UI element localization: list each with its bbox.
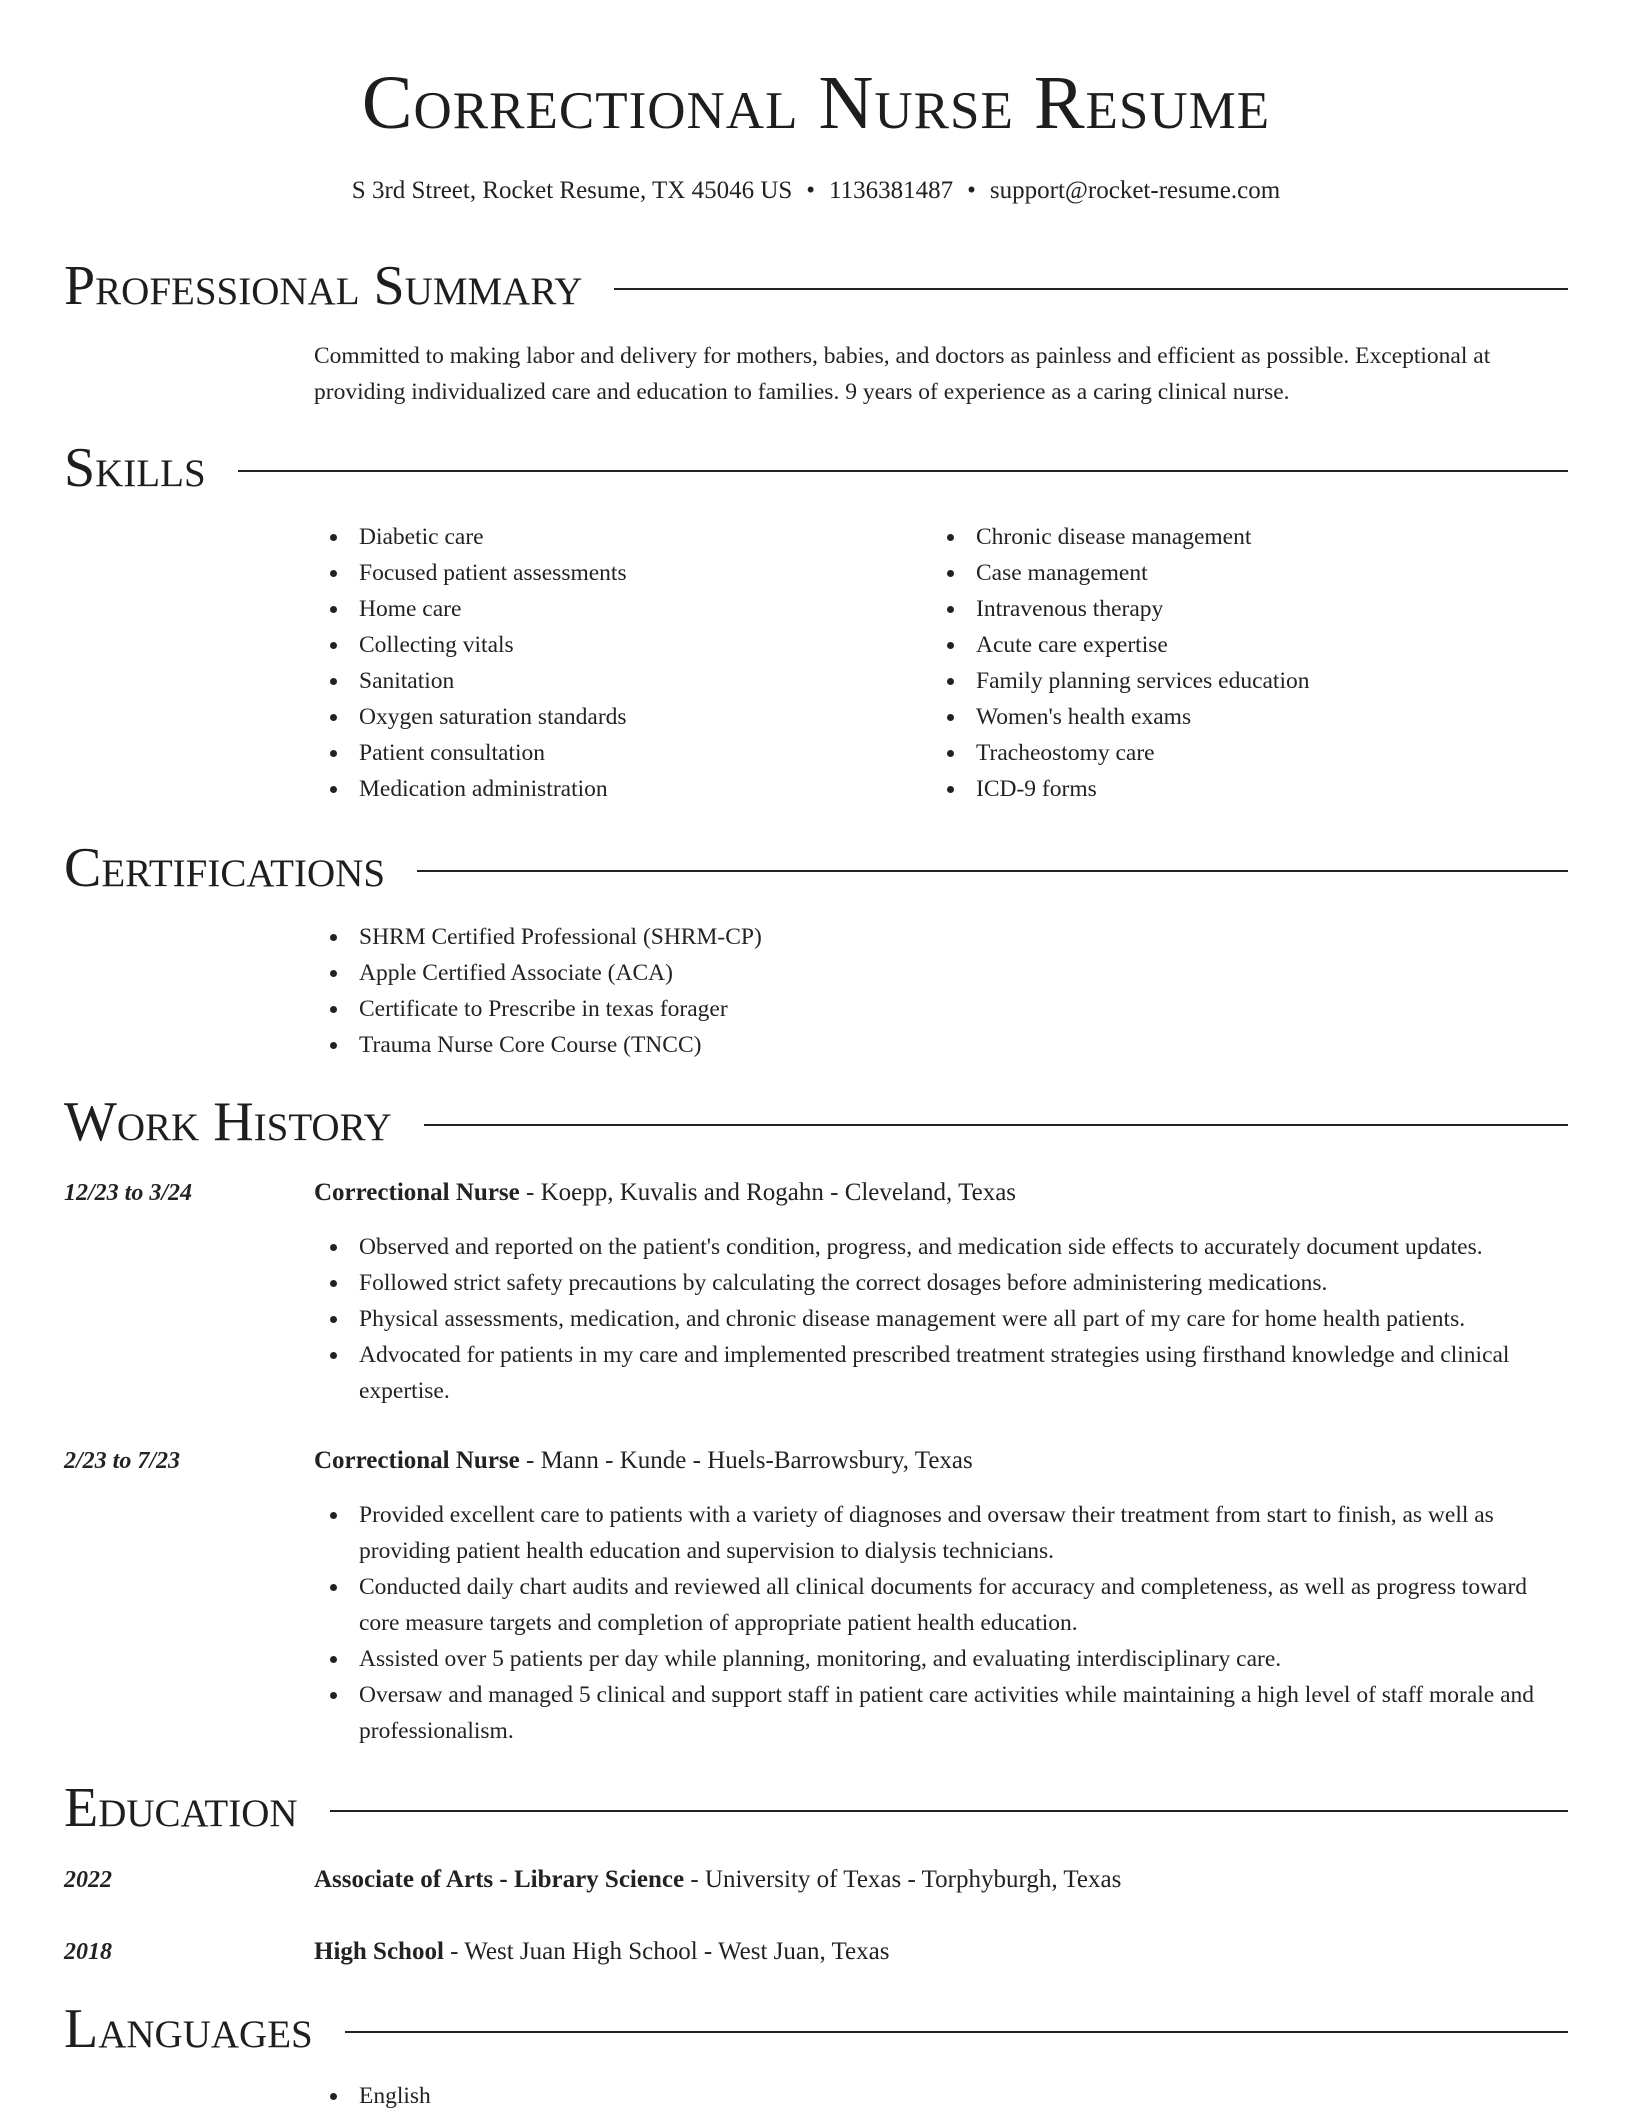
section-divider — [424, 1124, 1568, 1126]
list-item: Patient consultation — [314, 735, 914, 771]
skills-right-column — [931, 519, 1531, 807]
list-item: Observed and reported on the patient's condition, progress, and medication side effects to accurately document updates. — [314, 1229, 1568, 1265]
section-divider — [238, 470, 1568, 472]
job-title: Correctional Nurse — [314, 1179, 520, 1206]
job-date: 12/23 to 3/24 — [64, 1180, 193, 1206]
job-heading — [314, 1175, 1568, 1211]
summary-text: Committed to making labor and delivery for mothers, babies, and doctors as painless and efficient as possible. Exceptional at providing individualized care and education to families. 9 years of experience as a caring clinical nurse. — [314, 343, 1491, 405]
education-entry — [314, 1862, 1568, 1898]
education-details: - University of Texas - Torphyburgh, Texas — [684, 1866, 1122, 1893]
skills-list-left — [314, 519, 914, 807]
section-divider — [614, 288, 1568, 290]
section-divider — [330, 1810, 1568, 1812]
section-divider — [417, 870, 1568, 872]
list-item: Acute care expertise — [931, 627, 1531, 663]
section-title: Certifications — [64, 837, 386, 899]
job-title: Correctional Nurse — [314, 1447, 520, 1474]
list-item: Trauma Nurse Core Course (TNCC) — [314, 1027, 1568, 1063]
section-skills-heading — [64, 436, 1568, 500]
list-item: ICD-9 forms — [931, 771, 1531, 807]
list-item: Apple Certified Associate (ACA) — [314, 955, 1568, 991]
education-degree: High School — [314, 1938, 444, 1965]
section-title: Skills — [64, 437, 206, 499]
list-item: Provided excellent care to patients with a variety of diagnoses and oversaw their treatment from start to finish, as well as providing patient health education and supervision to dialysis technicians. — [314, 1497, 1568, 1569]
list-item: Tracheostomy care — [931, 735, 1531, 771]
list-item: Followed strict safety precautions by calculating the correct dosages before administering medications. — [314, 1265, 1568, 1301]
section-title: Work History — [64, 1091, 392, 1153]
languages-list — [314, 2078, 1568, 2114]
resume-title: Correctional Nurse Resume — [361, 61, 1271, 145]
list-item: Women's health exams — [931, 699, 1531, 735]
list-item: SHRM Certified Professional (SHRM-CP) — [314, 919, 1568, 955]
section-certifications-heading — [64, 836, 1568, 900]
job-duties-list — [314, 1497, 1568, 1749]
education-entry — [314, 1934, 1568, 1970]
section-title: Languages — [64, 1998, 313, 2060]
section-education-heading — [64, 1776, 1568, 1840]
list-item: Certificate to Prescribe in texas forager — [314, 991, 1568, 1027]
job-bullets — [314, 1497, 1568, 1749]
contact-separator: • — [967, 177, 976, 204]
education-date: 2022 — [64, 1867, 112, 1893]
list-item: Conducted daily chart audits and reviewed all clinical documents for accuracy and completeness, as well as progress toward core measure targets and completion of appropriate patient health education. — [314, 1569, 1568, 1641]
job-bullets — [314, 1229, 1568, 1409]
education-details: - West Juan High School - West Juan, Texas — [443, 1938, 890, 1965]
job-heading — [314, 1443, 1568, 1479]
list-item: Oversaw and managed 5 clinical and support staff in patient care activities while maintaining a high level of staff morale and professionalism. — [314, 1677, 1568, 1749]
list-item: Advocated for patients in my care and implemented prescribed treatment strategies using firsthand knowledge and clinical expertise. — [314, 1337, 1568, 1409]
languages-body — [314, 2078, 1568, 2114]
list-item: Family planning services education — [931, 663, 1531, 699]
list-item: Home care — [314, 591, 914, 627]
list-item: Chronic disease management — [931, 519, 1531, 555]
section-work-heading — [64, 1090, 1568, 1154]
list-item: Assisted over 5 patients per day while planning, monitoring, and evaluating interdisciplinary care. — [314, 1641, 1568, 1677]
contact-phone: 1136381487 — [829, 177, 954, 204]
skills-left-column — [314, 519, 914, 807]
list-item: Physical assessments, medication, and chronic disease management were all part of my care for home health patients. — [314, 1301, 1568, 1337]
skills-list-right — [931, 519, 1531, 807]
contact-email: support@rocket-resume.com — [989, 177, 1281, 204]
education-date: 2018 — [64, 1939, 112, 1965]
list-item: Case management — [931, 555, 1531, 591]
section-languages-heading — [64, 1997, 1568, 2061]
list-item: English — [314, 2078, 1568, 2114]
contact-separator: • — [806, 177, 816, 204]
list-item: Collecting vitals — [314, 627, 914, 663]
section-summary-heading — [64, 254, 1568, 318]
list-item: Diabetic care — [314, 519, 914, 555]
section-title: Education — [64, 1777, 298, 1839]
list-item: Oxygen saturation standards — [314, 699, 914, 735]
job-details: - Mann - Kunde - Huels-Barrowsbury, Texas — [519, 1447, 973, 1474]
job-duties-list — [314, 1229, 1568, 1409]
certifications-list — [314, 919, 1568, 1063]
list-item: Focused patient assessments — [314, 555, 914, 591]
contact-address: S 3rd Street, Rocket Resume, TX 45046 US — [351, 177, 793, 204]
section-divider — [345, 2031, 1568, 2033]
list-item: Intravenous therapy — [931, 591, 1531, 627]
section-title: Professional Summary — [64, 255, 583, 317]
certifications-body — [314, 919, 1568, 1063]
job-details: - Koepp, Kuvalis and Rogahn - Cleveland, Texas — [519, 1179, 1017, 1206]
list-item: Medication administration — [314, 771, 914, 807]
list-item: Sanitation — [314, 663, 914, 699]
contact-line — [0, 176, 1632, 206]
job-date: 2/23 to 7/23 — [64, 1448, 181, 1474]
education-degree: Associate of Arts - Library Science — [314, 1866, 685, 1893]
